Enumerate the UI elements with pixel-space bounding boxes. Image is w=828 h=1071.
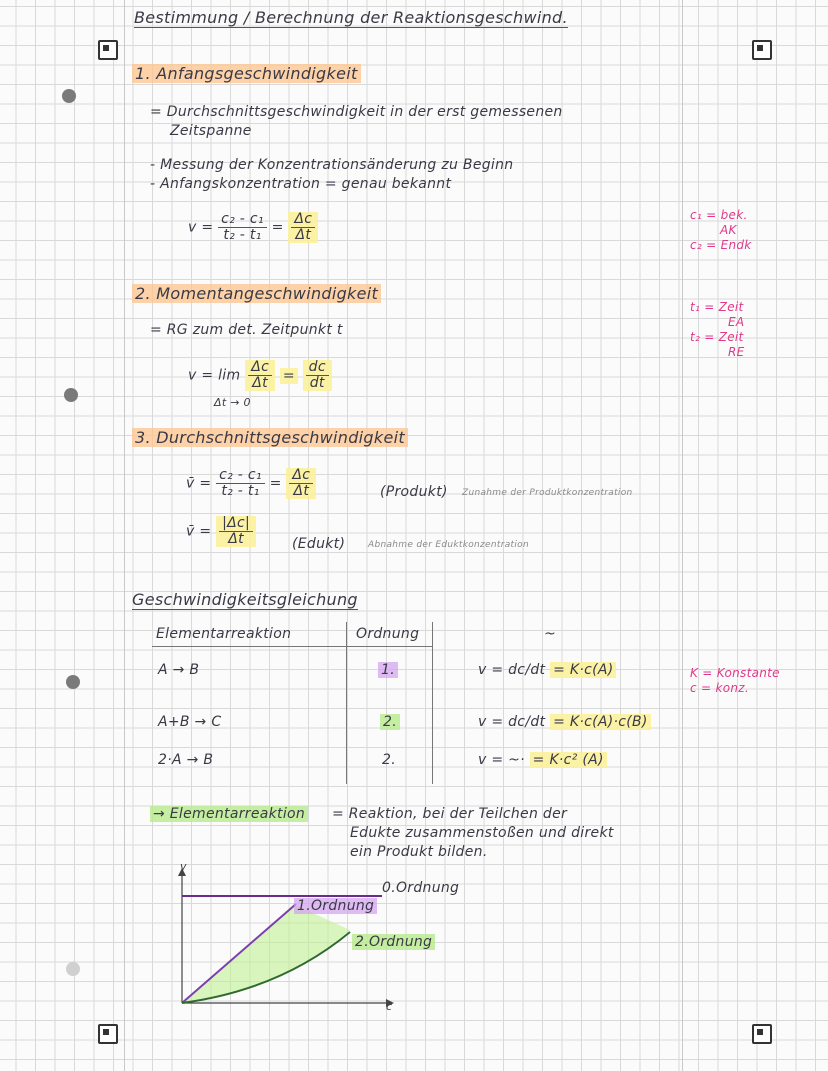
educt-note: Abnahme der Eduktkonzentration	[368, 540, 529, 550]
table-row-reaction: A → B	[158, 662, 200, 678]
formula-abs-numerator: |Δc|	[219, 516, 253, 532]
formula-lhs: v̄ =	[186, 475, 212, 492]
margin-line-right	[682, 0, 683, 1071]
order-value: 1.	[378, 662, 398, 678]
punch-hole	[64, 388, 78, 402]
margin-line	[124, 0, 125, 1071]
side-note-c1: c₁ = bek.	[690, 208, 748, 222]
product-note: Zunahme der Produktkonzentration	[462, 488, 633, 498]
definition-text: = Reaktion, bei der Teilchen der	[332, 806, 568, 822]
section1-heading	[132, 64, 361, 83]
equation-lhs: v = ~·	[478, 752, 525, 768]
table-header-order: Ordnung	[356, 626, 420, 642]
page-corner-marker-icon	[752, 40, 772, 60]
section1-formula	[188, 212, 318, 243]
equation-lhs: v = dc/dt	[478, 662, 546, 678]
table-header-reaction: Elementarreaktion	[156, 626, 292, 642]
side-note	[690, 300, 745, 360]
side-note-t2-detail: RE	[728, 345, 745, 359]
formula-numerator: c₂ - c₁	[218, 212, 267, 228]
formula-delta-numerator: Δc	[289, 468, 313, 484]
section4-heading-text: Geschwindigkeitsgleichung	[132, 590, 358, 609]
table-row-reaction: A+B → C	[158, 714, 222, 730]
definition-term-text: → Elementarreaktion	[150, 806, 308, 822]
table-row-order	[382, 752, 396, 768]
table-row-order	[378, 662, 398, 678]
table-divider	[346, 622, 347, 784]
definition-term	[150, 806, 308, 822]
definition-text: Edukte zusammenstoßen und direkt	[350, 825, 614, 841]
formula-diff-denominator: dt	[309, 375, 325, 391]
section2-definition: = RG zum det. Zeitpunkt t	[150, 322, 343, 338]
section1-bullet: - Anfangskonzentration = genau bekannt	[150, 176, 452, 192]
side-note	[690, 666, 780, 696]
equation-lhs: v = dc/dt	[478, 714, 546, 730]
graph-x-label: c	[386, 1000, 393, 1013]
side-note-c: c = konz.	[690, 681, 749, 695]
side-note-c2: c₂ = Endk	[690, 238, 752, 252]
section2-formula	[188, 360, 332, 391]
table-row-reaction: 2·A → B	[158, 752, 214, 768]
page-corner-marker-icon	[98, 1024, 118, 1044]
side-note-c1-detail: AK	[720, 223, 737, 237]
section2-heading-text: 2. Momentangeschwindigkeit	[132, 284, 381, 303]
order-value: 2.	[380, 714, 400, 730]
order-value: 2.	[382, 752, 396, 768]
formula-delta-denominator: Δt	[293, 483, 310, 499]
formula-equals: =	[271, 219, 284, 236]
punch-hole	[66, 675, 80, 689]
formula-denominator: t₂ - t₁	[223, 227, 262, 243]
equation-rhs: = K·c(A)	[550, 662, 616, 678]
formula-diff-numerator: dc	[306, 360, 329, 376]
equation-rhs: = K·c² (A)	[530, 752, 607, 768]
formula-numerator: Δc	[248, 360, 272, 376]
page-title: Bestimmung / Berechnung der Reaktionsgeschwind.	[134, 8, 568, 27]
definition-text: ein Produkt bilden.	[350, 844, 488, 860]
page-corner-marker-icon	[752, 1024, 772, 1044]
side-note-t2: t₂ = Zeit	[690, 330, 744, 344]
formula-lim: v = lim	[188, 367, 241, 384]
section3-heading	[132, 428, 408, 447]
graph-label-second-order-text: 2.Ordnung	[352, 934, 435, 950]
graph-label-second-order	[352, 934, 435, 950]
section1-definition-cont: Zeitspanne	[170, 123, 252, 139]
formula-denominator: Δt	[252, 375, 268, 391]
graph-y-label: v	[180, 860, 187, 873]
graph-label-first-order	[294, 898, 377, 914]
table-row-equation	[478, 662, 616, 678]
table-row-equation	[478, 714, 651, 730]
table-row-order	[380, 714, 400, 730]
section3-formula-product	[186, 468, 316, 499]
formula-fraction-abs	[216, 516, 256, 547]
educt-label: (Edukt)	[292, 536, 346, 552]
formula-fraction-delta	[288, 212, 318, 243]
table-divider	[152, 646, 432, 647]
table-divider	[432, 622, 433, 784]
side-note-t1: t₁ = Zeit	[690, 300, 744, 314]
side-note	[690, 208, 752, 253]
punch-hole	[62, 89, 76, 103]
section1-heading-text: 1. Anfangsgeschwindigkeit	[132, 64, 361, 83]
formula-fraction	[216, 468, 265, 499]
table-header-proportional: ~	[544, 626, 557, 642]
graph-label-zero-order: 0.Ordnung	[382, 880, 460, 896]
equation-rhs: = K·c(A)·c(B)	[550, 714, 651, 730]
formula-fraction	[245, 360, 275, 391]
section4-heading	[132, 590, 358, 609]
formula-delta-denominator: Δt	[295, 227, 312, 243]
formula-fraction	[218, 212, 267, 243]
section1-definition: = Durchschnittsgeschwindigkeit in der erst gemessenen	[150, 104, 563, 120]
section2-heading	[132, 284, 381, 303]
formula-delta-numerator: Δc	[291, 212, 315, 228]
formula-numerator: c₂ - c₁	[216, 468, 265, 484]
side-note-k: K = Konstante	[690, 666, 780, 680]
limit-subscript: Δt → 0	[214, 396, 251, 409]
formula-abs-denominator: Δt	[228, 531, 244, 547]
formula-denominator: t₂ - t₁	[221, 483, 260, 499]
section3-formula-educt	[186, 516, 256, 547]
formula-fraction-delta	[286, 468, 316, 499]
punch-hole	[66, 962, 80, 976]
area-first-order	[182, 905, 350, 1003]
formula-lhs: v =	[188, 219, 214, 236]
formula-fraction-diff	[303, 360, 332, 391]
formula-equals: =	[280, 368, 298, 384]
formula-lhs: v̄ =	[186, 523, 212, 540]
table-row-equation	[478, 752, 607, 768]
graph-label-first-order-text: 1.Ordnung	[294, 898, 377, 914]
side-note-t1-detail: EA	[728, 315, 745, 329]
formula-equals: =	[269, 475, 282, 492]
section1-bullet: - Messung der Konzentrationsänderung zu Beginn	[150, 157, 514, 173]
page-corner-marker-icon	[98, 40, 118, 60]
product-label: (Produkt)	[380, 484, 448, 500]
section3-heading-text: 3. Durchschnittsgeschwindigkeit	[132, 428, 408, 447]
